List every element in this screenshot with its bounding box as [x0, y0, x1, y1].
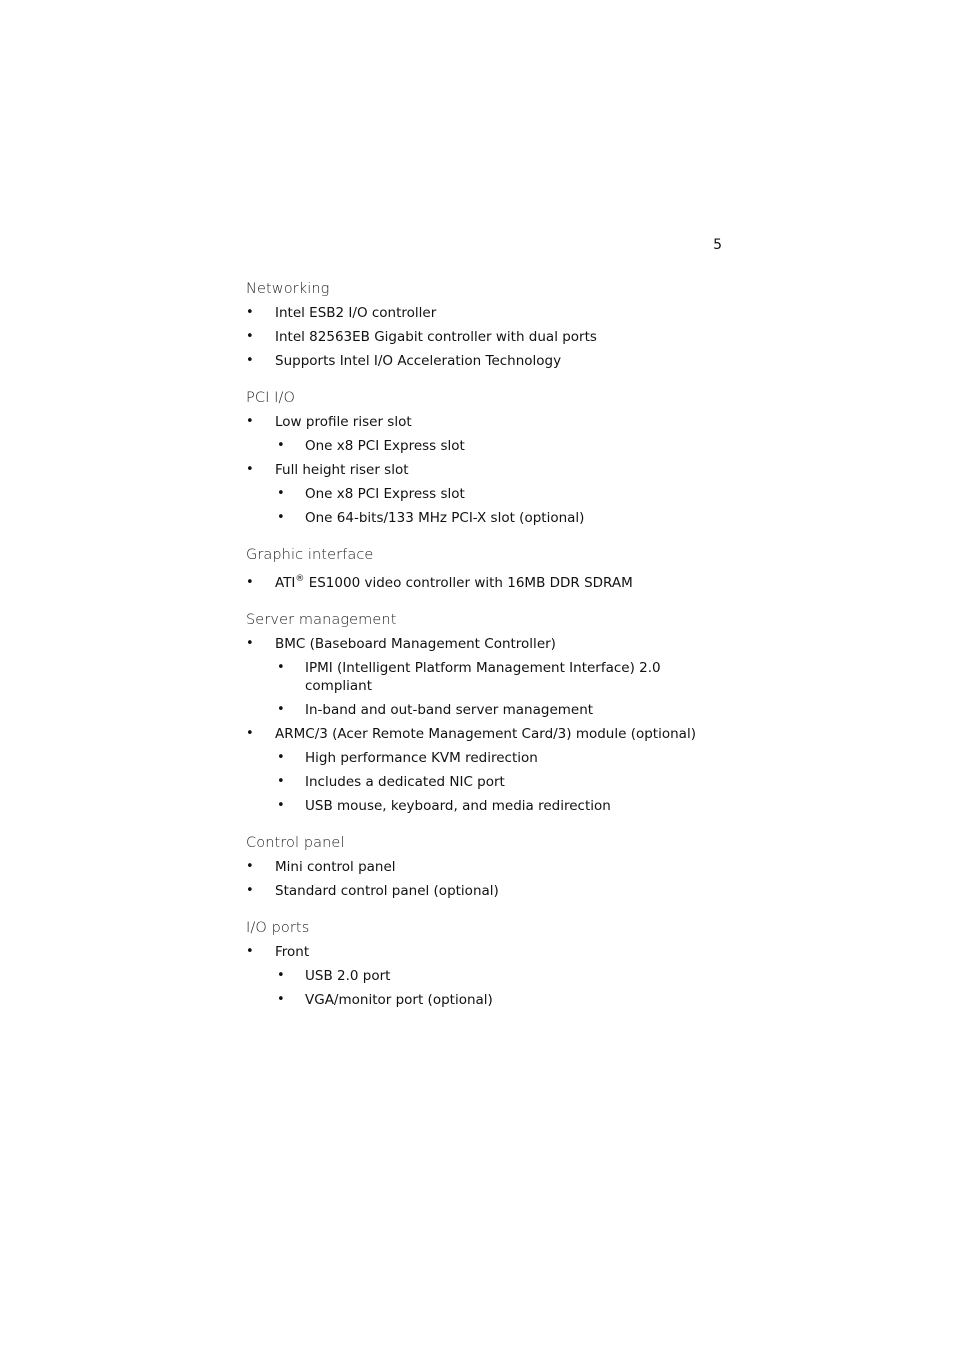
- bullet-icon: •: [246, 305, 254, 320]
- section-heading: PCI I/O: [246, 390, 296, 406]
- bullet-icon: •: [246, 726, 254, 741]
- bullet-icon: •: [277, 486, 285, 501]
- bullet-list: [246, 574, 716, 592]
- list-item-text: In-band and out-band server management: [305, 702, 594, 718]
- list-subitem: [246, 437, 716, 455]
- list-item: [246, 635, 716, 653]
- section-heading: Server management: [246, 612, 397, 628]
- list-subitem: [246, 749, 716, 767]
- bullet-icon: •: [277, 774, 285, 789]
- bullet-list: [246, 413, 716, 527]
- list-subitem: [246, 991, 716, 1009]
- list-item: [246, 304, 716, 322]
- list-item-text: VGA/monitor port (optional): [305, 992, 493, 1008]
- section-heading: Control panel: [246, 835, 345, 851]
- list-item-text: One 64-bits/133 MHz PCI-X slot (optional): [305, 510, 585, 526]
- list-item: [246, 943, 716, 961]
- list-item-text: USB mouse, keyboard, and media redirection: [305, 798, 611, 814]
- list-subitem: [246, 485, 716, 503]
- bullet-icon: •: [246, 883, 254, 898]
- list-item-text: Low profile riser slot: [275, 414, 412, 430]
- list-item-text: BMC (Baseboard Management Controller): [275, 636, 556, 652]
- section-io-ports: [246, 918, 716, 1009]
- list-item: [246, 328, 716, 346]
- bullet-list: [246, 304, 716, 370]
- bullet-icon: •: [246, 462, 254, 477]
- list-item-text: High performance KVM redirection: [305, 750, 538, 766]
- list-subitem: [246, 967, 716, 985]
- list-subitem: [246, 509, 716, 527]
- list-item-text: Standard control panel (optional): [275, 883, 499, 899]
- section-graphic-interface: [246, 545, 716, 592]
- bullet-icon: •: [246, 859, 254, 874]
- bullet-icon: •: [277, 750, 285, 765]
- section-heading: Networking: [246, 281, 330, 297]
- list-item-text: Includes a dedicated NIC port: [305, 774, 505, 790]
- bullet-icon: •: [246, 353, 254, 368]
- bullet-list: [246, 943, 716, 1009]
- bullet-icon: •: [246, 636, 254, 651]
- page-number: 5: [713, 237, 722, 253]
- bullet-icon: •: [246, 329, 254, 344]
- bullet-icon: •: [277, 798, 285, 813]
- list-item-text: ES1000 video controller with 16MB DDR SDRAM: [304, 575, 633, 591]
- list-item-text: Front: [275, 944, 310, 960]
- list-subitem: [246, 773, 716, 791]
- bullet-list: [246, 635, 716, 815]
- section-heading: I/O ports: [246, 920, 310, 936]
- bullet-icon: •: [246, 944, 254, 959]
- list-subitem: [246, 701, 716, 719]
- list-item-text: USB 2.0 port: [305, 968, 391, 984]
- list-item-text: IPMI (Intelligent Platform Management Interface) 2.0 compliant: [305, 660, 661, 694]
- bullet-icon: •: [246, 575, 254, 590]
- spec-content: [246, 279, 716, 1027]
- bullet-icon: •: [277, 438, 285, 453]
- bullet-icon: •: [277, 660, 285, 675]
- bullet-icon: •: [277, 992, 285, 1007]
- list-item-text: Mini control panel: [275, 859, 396, 875]
- list-item: [246, 725, 716, 743]
- list-item-text: Full height riser slot: [275, 462, 409, 478]
- bullet-icon: •: [246, 414, 254, 429]
- bullet-icon: •: [277, 702, 285, 717]
- list-item: [246, 574, 716, 592]
- list-item-text: One x8 PCI Express slot: [305, 438, 465, 454]
- list-item: [246, 858, 716, 876]
- section-server-management: [246, 610, 716, 815]
- brand-name: ATI: [275, 575, 296, 591]
- bullet-list: [246, 858, 716, 900]
- list-item: [246, 461, 716, 479]
- bullet-icon: •: [277, 968, 285, 983]
- list-item-text: Intel 82563EB Gigabit controller with dual ports: [275, 329, 597, 345]
- section-control-panel: [246, 833, 716, 900]
- list-item: [246, 413, 716, 431]
- section-heading: Graphic interface: [246, 547, 374, 563]
- list-item: [246, 352, 716, 370]
- registered-mark: ®: [295, 573, 305, 584]
- section-pci-io: [246, 388, 716, 527]
- list-item-text: One x8 PCI Express slot: [305, 486, 465, 502]
- list-item-text: ARMC/3 (Acer Remote Management Card/3) module (optional): [275, 726, 696, 742]
- list-item: [246, 882, 716, 900]
- list-item-text: Intel ESB2 I/O controller: [275, 305, 437, 321]
- list-item-text: Supports Intel I/O Acceleration Technology: [275, 353, 562, 369]
- list-subitem: [246, 797, 716, 815]
- list-subitem: [246, 659, 716, 695]
- section-networking: [246, 279, 716, 370]
- bullet-icon: •: [277, 510, 285, 525]
